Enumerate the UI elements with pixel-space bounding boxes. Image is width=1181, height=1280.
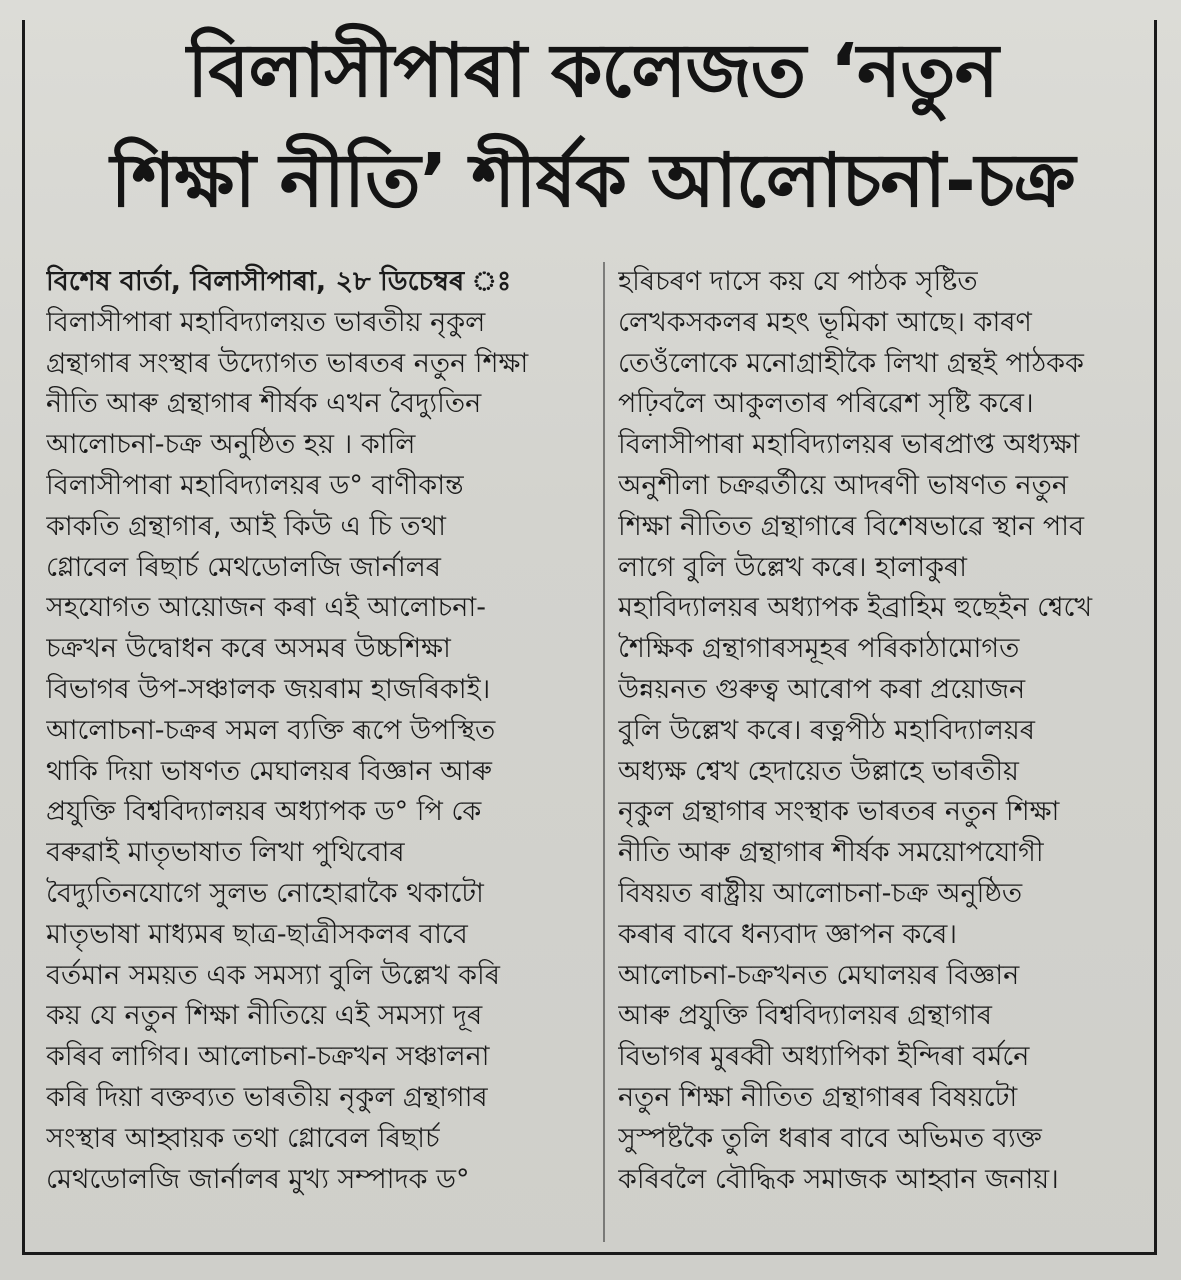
left-line: থাকি দিয়া ভাষণত মেঘালয়ৰ বিজ্ঞান আৰু <box>46 755 492 787</box>
right-line: মহাবিদ্যালয়ৰ অধ্যাপক ইব্ৰাহিম হুছেইন শ্বেখে <box>618 592 1093 624</box>
right-line: লাগে বুলি উল্লেখ কৰে। হালাকুৰা <box>618 551 967 583</box>
left-line: প্ৰযুক্তি বিশ্ববিদ্যালয়ৰ অধ্যাপক ড° পি কে <box>46 796 482 828</box>
right-line: কৰাৰ বাবে ধন্যবাদ জ্ঞাপন কৰে। <box>618 918 958 950</box>
headline <box>30 16 1155 236</box>
left-line: চক্ৰখন উদ্বোধন কৰে অসমৰ উচ্চশিক্ষা <box>46 633 451 665</box>
left-line: আলোচনা-চক্ৰৰ সমল ব্যক্তি ৰূপে উপস্থিত <box>46 714 496 746</box>
left-line: কৰিব লাগিব। আলোচনা-চক্ৰখন সঞ্চালনা <box>46 1041 490 1073</box>
dateline: বিশেষ বাৰ্তা, বিলাসীপাৰা, ২৮ ডিচেম্বৰ ঃ <box>46 266 512 297</box>
right-line: বিষয়ত ৰাষ্ট্ৰীয় আলোচনা-চক্ৰ অনুষ্ঠিত <box>618 877 1023 909</box>
left-line: গ্ৰন্থাগাৰ সংস্থাৰ উদ্যোগত ভাৰতৰ নতুন শিক্ষা <box>46 347 529 379</box>
right-line: শৈক্ষিক গ্ৰন্থাগাৰসমূহৰ পৰিকাঠামোগত <box>618 633 1020 665</box>
left-line: আলোচনা-চক্ৰ অনুষ্ঠিত হয় । কালি <box>46 429 416 461</box>
right-line: নীতি আৰু গ্ৰন্থাগাৰ শীৰ্ষক সময়োপযোগী <box>618 837 1044 869</box>
right-line: উন্নয়নত গুৰুত্ব আৰোপ কৰা প্ৰয়োজন <box>618 673 1026 705</box>
left-line: মেথডোলজি জাৰ্নালৰ মুখ্য সম্পাদক ড° <box>46 1163 470 1195</box>
headline-line-1: বিলাসীপাৰা কলেজত ‘নতুন <box>187 28 998 114</box>
headline-line-2: শিক্ষা নীতি’ শীৰ্ষক আলোচনা-চক্ৰ <box>110 138 1075 224</box>
left-line: বিলাসীপাৰা মহাবিদ্যালয়ৰ ড° বাণীকান্ত <box>46 469 464 501</box>
left-line: সহযোগত আয়োজন কৰা এই আলোচনা- <box>46 592 486 624</box>
right-line: শিক্ষা নীতিত গ্ৰন্থাগাৰে বিশেষভাৱে স্থান পাব <box>618 510 1085 542</box>
right-line: লেখকসকলৰ মহৎ ভূমিকা আছে। কাৰণ <box>618 306 1032 338</box>
right-line: নৃকুল গ্ৰন্থাগাৰ সংস্থাক ভাৰতৰ নতুন শিক্ষা <box>618 796 1060 828</box>
left-line: বৰুৱাই মাতৃভাষাত লিখা পুথিবোৰ <box>46 837 405 869</box>
right-line: আলোচনা-চক্ৰখনত মেঘালয়ৰ বিজ্ঞান <box>618 959 1020 991</box>
right-line: বুলি উল্লেখ কৰে। ৰত্নপীঠ মহাবিদ্যালয়ৰ <box>618 714 1035 746</box>
right-line: অধ্যক্ষ শ্বেখ হেদায়েত উল্লাহে ভাৰতীয় <box>618 755 1019 787</box>
right-line: কৰিবলৈ বৌদ্ধিক সমাজক আহ্বান জনায়। <box>618 1163 1059 1195</box>
right-line: সুস্পষ্টকৈ তুলি ধৰাৰ বাবে অভিমত ব্যক্ত <box>618 1122 1042 1154</box>
right-line: আৰু প্ৰযুক্তি বিশ্ববিদ্যালয়ৰ গ্ৰন্থাগাৰ <box>618 1000 992 1032</box>
article-column-left <box>46 262 591 1200</box>
left-line: গ্লোবেল ৰিছাৰ্চ মেথডোলজি জাৰ্নালৰ <box>46 551 441 583</box>
right-line: নতুন শিক্ষা নীতিত গ্ৰন্থাগাৰৰ বিষয়টো <box>618 1081 1018 1113</box>
article-column-right <box>618 262 1153 1200</box>
right-line: পঢ়িবলৈ আকুলতাৰ পৰিৱেশ সৃষ্টি কৰে। <box>618 388 1034 420</box>
left-line: বিলাসীপাৰা মহাবিদ্যালয়ত ভাৰতীয় নৃকুল <box>46 306 486 338</box>
left-line: সংস্থাৰ আহ্বায়ক তথা গ্লোবেল ৰিছাৰ্চ <box>46 1122 440 1154</box>
column-divider <box>603 262 605 1242</box>
right-line: বিভাগৰ মুৰব্বী অধ্যাপিকা ইন্দিৰা বৰ্মনে <box>618 1041 1030 1073</box>
left-line: কয় যে নতুন শিক্ষা নীতিয়ে এই সমস্যা দূৰ <box>46 1000 483 1032</box>
left-line: বিভাগৰ উপ-সঞ্চালক জয়ৰাম হাজৰিকাই। <box>46 673 491 705</box>
left-line: কাকতি গ্ৰন্থাগাৰ, আই কিউ এ চি তথা <box>46 510 446 542</box>
right-line: অনুশীলা চক্ৰৱৰ্তীয়ে আদৰণী ভাষণত নতুন <box>618 469 1069 501</box>
right-line: বিলাসীপাৰা মহাবিদ্যালয়ৰ ভাৰপ্ৰাপ্ত অধ্যক্ষা <box>618 429 1080 461</box>
left-line: মাতৃভাষা মাধ্যমৰ ছাত্ৰ-ছাত্ৰীসকলৰ বাবে <box>46 918 468 950</box>
left-line: বৰ্তমান সময়ত এক সমস্যা বুলি উল্লেখ কৰি <box>46 959 500 991</box>
left-line: বৈদ্যুতিনযোগে সুলভ নোহোৱাকৈ থকাটো <box>46 877 484 909</box>
right-line: হৰিচৰণ দাসে কয় যে পাঠক সৃষ্টিত <box>618 266 978 297</box>
left-line: নীতি আৰু গ্ৰন্থাগাৰ শীৰ্ষক এখন বৈদ্যুতিন <box>46 388 482 420</box>
right-line: তেওঁলোকে মনোগ্ৰাহীকৈ লিখা গ্ৰন্থই পাঠকক <box>618 347 1084 379</box>
left-line: কৰি দিয়া বক্তব্যত ভাৰতীয় নৃকুল গ্ৰন্থাগাৰ <box>46 1081 488 1113</box>
